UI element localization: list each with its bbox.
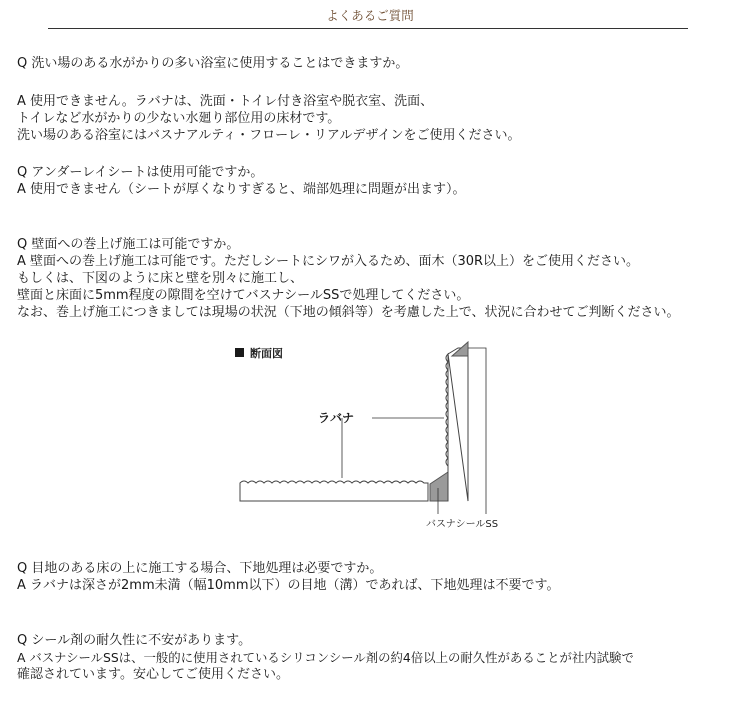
faq-answer-3 (17, 253, 679, 321)
figure-title-marker (235, 348, 244, 357)
sealant-label: バスナシールSS (426, 519, 499, 530)
answer-line: A 使用できません（シートが厚くなりすぎると、端部処理に問題が出ます）。 (17, 182, 466, 197)
answer-line: A 使用できません。ラバナは、洗面・トイレ付き浴室や脱衣室、洗面、 (17, 94, 434, 109)
faq-answer-1 (17, 93, 521, 144)
faq-question-3: Q 壁面への巻上げ施工は可能ですか。 (17, 237, 240, 252)
faq-answer-2 (17, 181, 466, 198)
answer-line: 確認されています。安心してご使用ください。 (17, 667, 289, 682)
sealant-bracket (468, 348, 486, 514)
answer-line: 壁面と床面に5mm程度の隙間を空けてバスナシールSSで処理してください。 (17, 288, 470, 303)
faq-header (0, 0, 740, 30)
faq-question-5: Q シール剤の耐久性に不安があります。 (17, 633, 252, 648)
answer-line: なお、巻上げ施工につきましては現場の状況（下地の傾斜等）を考慮した上で、状況に合わせてご判断ください。 (17, 305, 680, 320)
cross-section-diagram (232, 338, 522, 538)
floor-sheet (240, 481, 428, 501)
sealant-fill (430, 472, 448, 501)
faq-answer-4 (17, 577, 559, 594)
top-trim (452, 342, 468, 356)
cross-section-figure (232, 338, 522, 538)
faq-question-2: Q アンダーレイシートは使用可能ですか。 (17, 165, 264, 180)
product-label: ラバナ (318, 411, 355, 425)
answer-line: A 壁面への巻上げ施工は可能です。ただしシートにシワが入るため、面木（30R以上）をご使用ください。 (17, 254, 640, 269)
answer-line: 洗い場のある浴室にはバスナアルティ・フローレ・リアルデザインをご使用ください。 (17, 128, 521, 143)
faq-answer-5 (17, 649, 634, 683)
answer-line: トイレなど水がかりの少ない水廻り部位用の床材です。 (17, 111, 341, 126)
wall-sheet (446, 348, 468, 501)
faq-question-1: Q 洗い場のある水がかりの多い浴室に使用することはできますか。 (17, 56, 409, 71)
figure-title: 断面図 (250, 347, 283, 360)
answer-line: A ラバナは深さが2mm未満（幅10mm以下）の目地（溝）であれば、下地処理は不要です。 (17, 578, 560, 593)
page-title: よくあるご質問 (326, 8, 414, 23)
answer-line: A バスナシールSSは、一般的に使用されているシリコンシール剤の約4倍以上の耐久性があることが社内試験で (17, 650, 634, 665)
answer-line: もしくは、下図のように床と壁を別々に施工し、 (17, 271, 304, 286)
header-divider (48, 28, 688, 29)
faq-question-4: Q 目地のある床の上に施工する場合、下地処理は必要ですか。 (17, 561, 383, 576)
